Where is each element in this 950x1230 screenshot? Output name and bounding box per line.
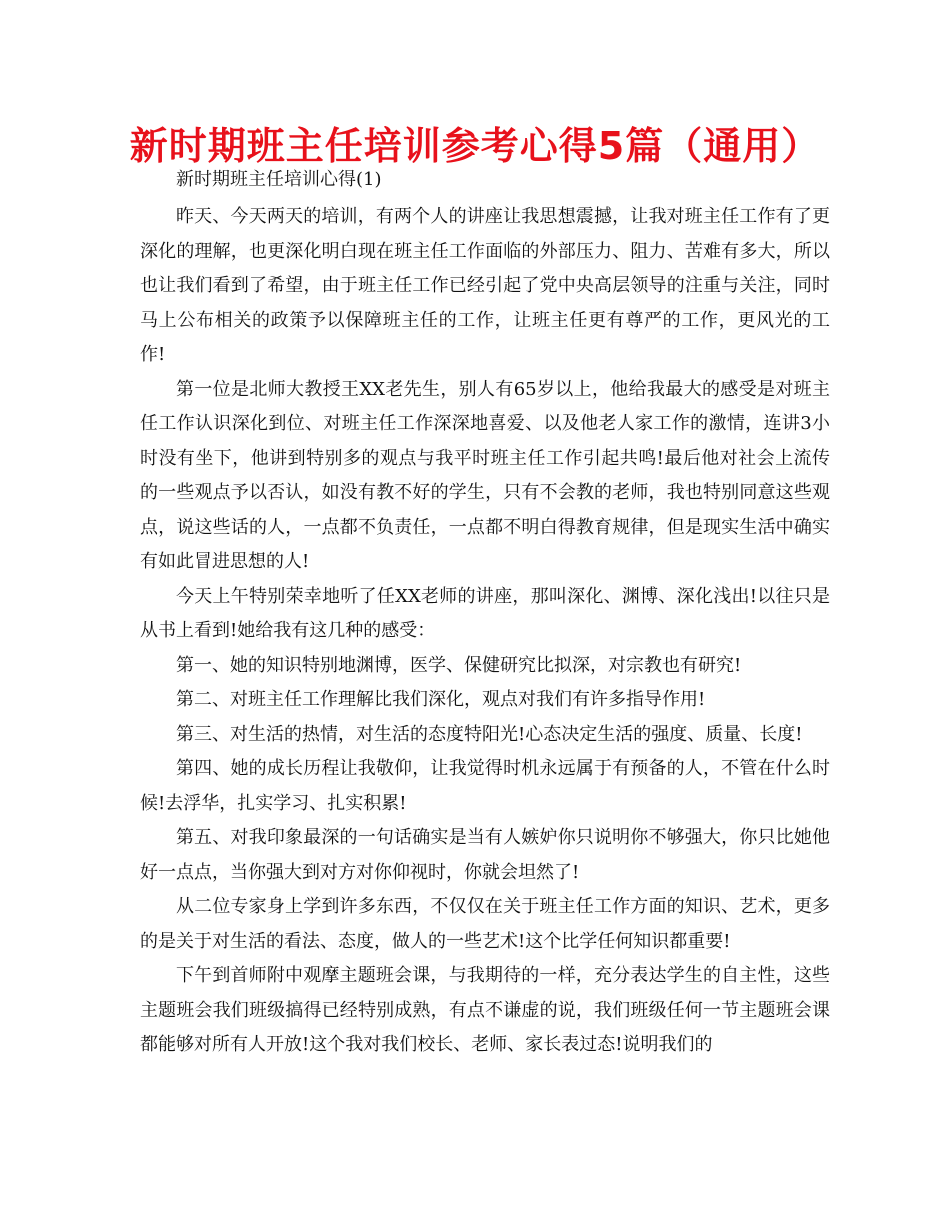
paragraph: 从二位专家身上学到许多东西，不仅仅在关于班主任工作方面的知识、艺术，更多的是关于对生活的看法、态度，做人的一些艺术!这个比学任何知识都重要!	[140, 896, 830, 952]
paragraph: 第五、对我印象最深的一句话确实是当有人嫉妒你只说明你不够强大，你只比她他好一点点，当你强大到对方对你仰视时，你就会坦然了!	[140, 827, 830, 883]
paragraph: 昨天、今天两天的培训，有两个人的讲座让我思想震撼，让我对班主任工作有了更深化的理解，也更深化明白现在班主任工作面临的外部压力、阻力、苦难有多大，所以也让我们看到了希望，由于班主任工作已经引起了党中央高层领导的注重与关注，同时马上公布相关的政策予以保障班主任的工作，让班主任更有尊严的工作，更风光的工作!	[140, 206, 830, 365]
document-body	[140, 200, 830, 1063]
paragraph: 今天上午特别荣幸地听了任XX老师的讲座，那叫深化、渊博、深化浅出!以往只是从书上看到!她给我有这几种的感受：	[140, 585, 830, 641]
document-title: 新时期班主任培训参考心得5篇（通用）	[129, 124, 821, 168]
paragraph: 第二、对班主任工作理解比我们深化，观点对我们有许多指导作用!	[176, 689, 706, 710]
paragraph: 第四、她的成长历程让我敬仰，让我觉得时机永远属于有预备的人，不管在什么时候!去浮华，扎实学习、扎实积累!	[140, 758, 830, 814]
paragraph: 第一、她的知识特别地渊博，医学、保健研究比拟深，对宗教也有研究!	[176, 654, 742, 676]
paragraph: 第一位是北师大教授王XX老先生，别人有65岁以上，他给我最大的感受是对班主任工作认识深化到位、对班主任工作深深地喜爱、以及他老人家工作的激情，连讲3小时没有坐下，他讲到特别多的观点与我平时班主任工作引起共鸣!最后他对社会上流传的一些观点予以否认，如没有教不好的学生，只有不会教的老师，我也特别同意这些观点，说这些话的人，一点都不负责任，一点都不明白得教育规律，但是现实生活中确实有如此冒进思想的人!	[140, 378, 830, 572]
section-subtitle: 新时期班主任培训心得(1)	[176, 169, 382, 190]
paragraph: 下午到首师附中观摩主题班会课，与我期待的一样，充分表达学生的自主性，这些主题班会我们班级搞得已经特别成熟，有点不谦虚的说，我们班级任何一节主题班会课都能够对所有人开放!这个我对我们校长、老师、家长表过态!说明我们的	[140, 965, 830, 1055]
paragraph: 第三、对生活的热情，对生活的态度特阳光!心态决定生活的强度、质量、长度!	[176, 723, 803, 745]
